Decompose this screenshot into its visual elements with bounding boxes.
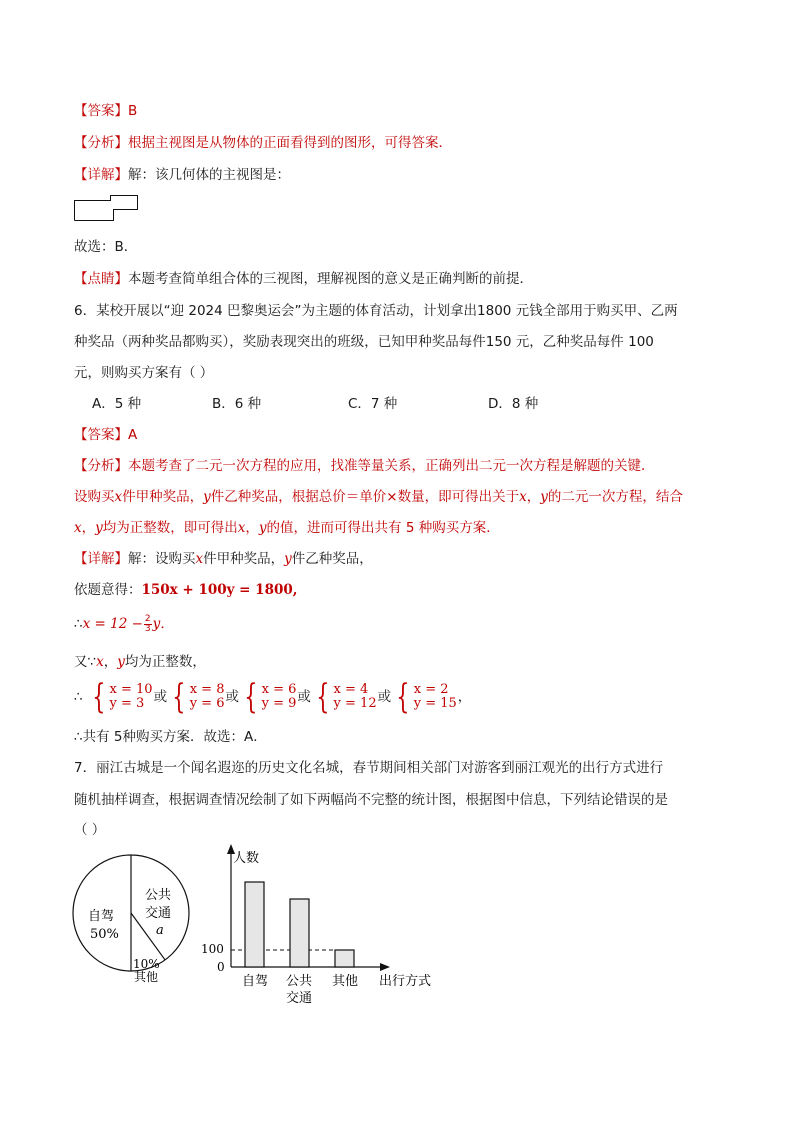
solution-3: { x = 6 y = 9: [244, 677, 297, 717]
solution-y: y = 6: [189, 696, 225, 711]
pie-label-other: 其他: [134, 970, 159, 984]
therefore-symbol: ∴: [74, 616, 83, 632]
text: 解：设购买: [128, 551, 196, 567]
or-word: 或: [225, 689, 239, 705]
var-y: y: [117, 654, 125, 670]
pie-label-other-pct: 10%: [133, 957, 160, 971]
q6-answer-value: A: [128, 427, 138, 443]
front-view-figure: [74, 195, 138, 221]
or-word: 或: [153, 689, 168, 705]
q6-equation-line: [74, 580, 297, 600]
text: ，: [103, 654, 118, 670]
text: ，: [526, 489, 541, 505]
q6-answer-tag: 【答案】: [74, 427, 128, 443]
solution-x: x = 2: [413, 682, 449, 697]
comment-text: 本题考查简单组合体的三视图，理解视图的意义是正确判断的前提．: [128, 271, 533, 287]
q6-x-expression-line: [74, 614, 174, 634]
q6-stem-line-1: 6．某校开展以“迎 2024 巴黎奥运会”为主题的体育活动，计划拿出1800 元钱全部用于购买甲、乙两: [74, 303, 678, 319]
x-expression: x = 12 −: [82, 616, 143, 632]
var-y: y: [540, 489, 548, 505]
detail-text: 解：该几何体的主视图是：: [128, 167, 290, 183]
frac-numerator: 2: [144, 613, 151, 624]
q7-stem-line-3: （ ）: [74, 822, 106, 838]
text: 依题意得：: [74, 582, 142, 598]
solution-x: x = 4: [333, 682, 369, 697]
q6-option-c: C．7 种: [348, 396, 398, 412]
comment-line: [74, 269, 533, 289]
text: 均为正整数，: [124, 654, 206, 670]
q6-analysis-line-2: [74, 487, 683, 507]
pie-label-public-1: 公共: [145, 888, 172, 903]
solution-1: { x = 10 y = 3: [92, 677, 153, 717]
analysis-tag: 【分析】: [74, 135, 128, 151]
text: 件甲种奖品，: [203, 551, 285, 567]
bar-1: [290, 899, 309, 967]
equation: 150x + 100y = 1800,: [141, 582, 298, 598]
q6-detail-tag: 【详解】: [74, 551, 128, 567]
solution-x: x = 8: [189, 682, 225, 697]
x-axis-label: 出行方式: [379, 974, 432, 989]
fraction: [144, 615, 152, 634]
y-tick-100: 100: [201, 942, 224, 956]
q6-analysis-line: [74, 456, 655, 476]
q6-stem-line-2: 种奖品（两种奖品都购买），奖励表现突出的班级，已知甲种奖品每件150 元，乙种奖品每件 100: [74, 334, 654, 350]
solution-y: y = 3: [109, 696, 145, 711]
text: ，: [245, 520, 259, 536]
y-axis-label: 人数: [233, 851, 260, 866]
pie-chart: [68, 840, 198, 986]
text: 又∵: [74, 654, 97, 670]
x-axis-arrow: [380, 963, 390, 971]
q6-option-d: D．8 种: [488, 396, 539, 412]
bar-chart: [198, 840, 448, 1010]
var-x: x: [74, 520, 82, 536]
q7-stem-line-1: 7．丽江古城是一个闻名遐迩的历史文化名城，春节期间相关部门对游客到丽江观光的出行方式进行: [74, 760, 664, 776]
solution-5: { x = 2 y = 15: [396, 677, 457, 717]
pie-label-self: 自驾: [88, 909, 115, 924]
detail-line: [74, 165, 290, 185]
x-expression-tail: y．: [152, 616, 174, 632]
therefore-symbol: ∴: [74, 689, 83, 705]
y-tick-0: 0: [217, 960, 225, 974]
solution-2: { x = 8 y = 6: [172, 677, 225, 717]
x-tick-public-2: 交通: [286, 991, 313, 1006]
bars-group: [245, 882, 354, 967]
bar-0: [245, 882, 264, 967]
q6-because-line: [74, 652, 206, 672]
text: ，: [81, 520, 96, 536]
text: 设购买: [74, 489, 115, 505]
q6-detail-line: [74, 549, 373, 569]
choose-line: 故选：B．: [74, 239, 138, 255]
solution-4: { x = 4 y = 12: [316, 677, 377, 717]
q6-analysis-tag: 【分析】: [74, 458, 128, 474]
q6-stem-line-3: 元，则购买方案有（ ）: [74, 365, 214, 381]
answer-value: B: [128, 103, 138, 119]
solution-x: x = 10: [109, 682, 153, 697]
solution-y: y = 15: [413, 696, 457, 711]
bar-2: [335, 950, 354, 967]
analysis-line: [74, 133, 452, 153]
var-x: x: [519, 489, 527, 505]
pie-label-public-2: 交通: [145, 906, 172, 921]
solution-x: x = 6: [261, 682, 297, 697]
q6-answer-line: [74, 425, 137, 445]
front-view-outline: [75, 196, 138, 221]
var-x: x: [114, 489, 123, 505]
q6-option-a: A．5 种: [92, 396, 142, 412]
q6-conclusion-line: ∴共有 5种购买方案．故选：A．: [74, 729, 267, 745]
var-x: x: [237, 520, 246, 536]
or-word: 或: [377, 689, 392, 705]
x-tick-other: 其他: [332, 974, 359, 989]
analysis-text: 根据主视图是从物体的正面看得到的图形，可得答案．: [128, 135, 452, 151]
solution-y: y = 9: [261, 696, 297, 711]
solution-y: y = 12: [333, 696, 377, 711]
q6-analysis-text: 本题考查了二元一次方程的应用，找准等量关系，正确列出二元一次方程是解题的关键．: [128, 458, 655, 474]
answer-tag: 【答案】: [74, 103, 128, 119]
frac-denominator: 3: [144, 623, 151, 634]
var-x: x: [96, 654, 104, 670]
text: 的值，进而可得出共有 5 种购买方案．: [266, 520, 500, 536]
comment-tag: 【点睛】: [74, 271, 128, 287]
text: ，: [457, 689, 472, 705]
var-y: y: [203, 489, 211, 505]
var-x: x: [195, 551, 204, 567]
text: 件乙种奖品，: [291, 551, 373, 567]
var-y: y: [95, 520, 103, 536]
text: 均为正整数，即可得出: [102, 520, 238, 536]
q6-analysis-line-3: [74, 518, 500, 538]
text: 件乙种奖品，根据总价＝单价×数量，即可得出关于: [210, 489, 520, 505]
detail-tag: 【详解】: [74, 167, 128, 183]
var-y: y: [284, 551, 292, 567]
or-word: 或: [297, 689, 311, 705]
q6-solutions-line: [74, 677, 472, 717]
var-y: y: [258, 520, 267, 536]
answer-line: [74, 101, 137, 121]
q7-stem-line-2: 随机抽样调查，根据调查情况绘制了如下两幅尚不完整的统计图，根据图中信息，下列结论错误的是: [74, 792, 668, 808]
x-tick-self: 自驾: [242, 974, 269, 989]
pie-label-self-pct: 50%: [90, 927, 119, 942]
x-tick-public-1: 公共: [286, 974, 313, 989]
text: 件甲种奖品，: [122, 489, 204, 505]
pie-label-public-var: a: [156, 923, 164, 938]
q6-option-b: B．6 种: [212, 396, 262, 412]
text: 的二元一次方程，结合: [547, 489, 683, 505]
